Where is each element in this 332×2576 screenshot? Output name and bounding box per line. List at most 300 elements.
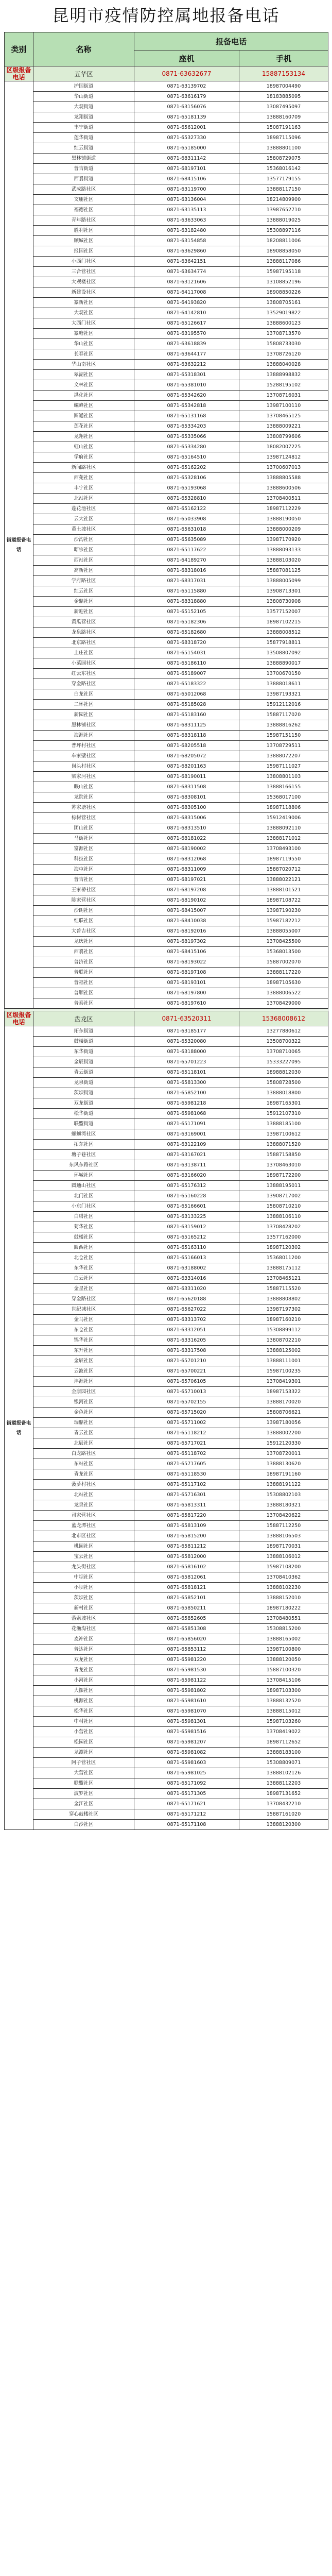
community-landline: 0871-65717021 (134, 1438, 239, 1449)
community-mobile: 13708716031 (239, 391, 328, 401)
street-mobile: 18183885095 (239, 92, 328, 102)
community-landline: 0871-65981603 (134, 1758, 239, 1768)
community-name: 茨坝社区 (33, 1593, 134, 1603)
table-row (5, 81, 328, 92)
street-landline: 0871-63139702 (134, 81, 239, 92)
community-name: 新建设社区 (33, 287, 134, 298)
table-row (5, 370, 328, 380)
community-mobile: 13888112203 (239, 1778, 328, 1789)
table-row (5, 906, 328, 916)
community-landline: 0871-63312051 (134, 1325, 239, 1335)
table-row (5, 1346, 328, 1356)
community-mobile: 13108852196 (239, 277, 328, 287)
community-landline: 0871-65856020 (134, 1634, 239, 1645)
table-row (5, 1098, 328, 1109)
street-name: 松华街道 (33, 1109, 134, 1119)
table-row (5, 329, 328, 339)
table-row (5, 1140, 328, 1150)
community-mobile: 13888600506 (239, 483, 328, 494)
community-landline: 0871-65815200 (134, 1531, 239, 1541)
community-landline: 0871-68197208 (134, 885, 239, 895)
community-landline: 0871-68197302 (134, 937, 239, 947)
table-row (5, 1191, 328, 1201)
table-row (5, 1150, 328, 1160)
table-row (5, 391, 328, 401)
community-landline: 0871-68190011 (134, 772, 239, 782)
community-landline: 0871-65702155 (134, 1397, 239, 1408)
community-name: 阿子营社区 (33, 1758, 134, 1768)
community-landline: 0871-63633063 (134, 215, 239, 226)
community-name: 金江社区 (33, 1799, 134, 1809)
community-landline: 0871-65813109 (134, 1521, 239, 1531)
street-name: 东华街道 (33, 1047, 134, 1057)
community-name: 虹山社区 (33, 442, 134, 452)
community-mobile: 13888183100 (239, 1748, 328, 1758)
community-landline: 0871-63135113 (134, 205, 239, 215)
community-mobile: 13708428202 (239, 1222, 328, 1232)
community-mobile: 13987170920 (239, 535, 328, 545)
community-mobile: 13708429000 (239, 998, 328, 1009)
table-row (5, 576, 328, 586)
community-name: 青年路社区 (33, 215, 134, 226)
district-mobile: 15887153134 (239, 66, 328, 81)
community-name: 瑞鼎社区 (33, 1418, 134, 1428)
community-name: 文庙社区 (33, 195, 134, 205)
community-mobile: 13708465121 (239, 1274, 328, 1284)
community-landline: 0871-65160228 (134, 1191, 239, 1201)
table-row (5, 803, 328, 813)
community-landline: 0871-63167021 (134, 1150, 239, 1160)
table-row (5, 586, 328, 597)
community-name: 青龙社区 (33, 1665, 134, 1675)
community-name: 云大社区 (33, 514, 134, 524)
table-row (5, 1438, 328, 1449)
community-name: 穿金路社区 (33, 1294, 134, 1304)
community-landline: 0871-65318301 (134, 370, 239, 380)
community-mobile: 13888071520 (239, 1140, 328, 1150)
community-landline: 0871-68190102 (134, 895, 239, 906)
community-mobile: 15808710210 (239, 1201, 328, 1212)
community-mobile: 13888180321 (239, 1500, 328, 1511)
community-name: 宝云社区 (33, 1552, 134, 1562)
community-mobile: 13888002200 (239, 1428, 328, 1438)
district-name: 盘龙区 (33, 1011, 134, 1026)
table-row (5, 1119, 328, 1129)
community-mobile: 13908713301 (239, 586, 328, 597)
table-row (5, 1655, 328, 1665)
table-row (5, 421, 328, 432)
community-mobile: 18987112652 (239, 1737, 328, 1748)
street-mobile: 18987165301 (239, 1098, 328, 1109)
table-row (5, 1748, 328, 1758)
table-row (5, 679, 328, 689)
street-name: 金辰街道 (33, 1057, 134, 1067)
table-row (5, 1552, 328, 1562)
community-mobile: 18987120302 (239, 1243, 328, 1253)
community-name: 桃园社区 (33, 1541, 134, 1552)
district-name: 五华区 (33, 66, 134, 81)
community-landline: 0871-65817220 (134, 1511, 239, 1521)
community-landline: 0871-68415007 (134, 906, 239, 916)
community-name: 大普吉社区 (33, 926, 134, 937)
community-mobile: 13708463010 (239, 1160, 328, 1171)
community-landline: 0871-65981220 (134, 1655, 239, 1665)
table-row (5, 514, 328, 524)
table-row (5, 1614, 328, 1624)
community-name: 北仓社区 (33, 1253, 134, 1263)
community-landline: 0871-65126617 (134, 318, 239, 329)
table-row (5, 1799, 328, 1809)
district-mobile: 15368008612 (239, 1011, 328, 1026)
community-name: 金康园社区 (33, 1387, 134, 1397)
community-landline: 0871-68311125 (134, 720, 239, 731)
community-name: 红云社区 (33, 586, 134, 597)
community-landline: 0871-65710013 (134, 1387, 239, 1397)
table-row (5, 782, 328, 792)
community-name: 新闻路社区 (33, 463, 134, 473)
community-mobile: 13888166155 (239, 782, 328, 792)
table-row (5, 360, 328, 370)
community-mobile: 13577162000 (239, 1232, 328, 1243)
community-mobile: 15368017100 (239, 792, 328, 803)
header-category: 类别 (5, 32, 33, 66)
community-name: 小河社区 (33, 1675, 134, 1686)
table-row (5, 1758, 328, 1768)
table-row (5, 1624, 328, 1634)
community-name: 联盟社区 (33, 1778, 134, 1789)
community-name: 小坝社区 (33, 1583, 134, 1593)
community-mobile: 13708420622 (239, 1511, 328, 1521)
community-name: 小东门社区 (33, 1201, 134, 1212)
community-mobile: 15808706621 (239, 1408, 328, 1418)
community-mobile: 13708415106 (239, 1675, 328, 1686)
community-mobile: 15308809071 (239, 1758, 328, 1768)
street-mobile: 13277880612 (239, 1026, 328, 1037)
community-name: 莲花社区 (33, 421, 134, 432)
table-row (5, 1521, 328, 1531)
community-mobile: 18987118806 (239, 803, 328, 813)
community-name: 新村社区 (33, 1603, 134, 1614)
community-name: 红联社区 (33, 916, 134, 926)
community-landline: 0871-65182306 (134, 617, 239, 628)
community-name: 双龙社区 (33, 1655, 134, 1665)
community-name: 丰宁社区 (33, 483, 134, 494)
community-landline: 0871-65117102 (134, 1480, 239, 1490)
community-mobile: 18987102215 (239, 617, 328, 628)
community-mobile: 13888998832 (239, 370, 328, 380)
street-landline: 0871-68197101 (134, 164, 239, 174)
community-name: 顺城社区 (33, 236, 134, 246)
street-mobile: 15087191163 (239, 123, 328, 133)
community-mobile: 18987160210 (239, 1315, 328, 1325)
table-row (5, 1274, 328, 1284)
community-landline: 0871-65012068 (134, 689, 239, 700)
community-landline: 0871-68205518 (134, 741, 239, 751)
table-row (5, 669, 328, 679)
community-mobile: 18987108722 (239, 895, 328, 906)
street-name: 普吉街道 (33, 164, 134, 174)
community-name: 环城社区 (33, 1171, 134, 1181)
community-landline: 0871-65165212 (134, 1232, 239, 1243)
community-mobile: 13888040028 (239, 360, 328, 370)
community-landline: 0871-68318880 (134, 597, 239, 607)
community-name: 麦冲社区 (33, 1634, 134, 1645)
community-landline: 0871-63634774 (134, 267, 239, 277)
table-row (5, 1634, 328, 1645)
community-name: 昭宗社区 (33, 545, 134, 555)
community-mobile: 13987197302 (239, 1304, 328, 1315)
community-mobile: 13808702210 (239, 1335, 328, 1346)
table-row (5, 947, 328, 957)
table-row (5, 885, 328, 895)
community-name: 上庄社区 (33, 648, 134, 658)
community-mobile: 13888808802 (239, 1294, 328, 1304)
table-row (5, 257, 328, 267)
street-name: 丰宁街道 (33, 123, 134, 133)
street-mobile: 13888160709 (239, 112, 328, 123)
community-landline: 0871-65328810 (134, 494, 239, 504)
community-landline: 0871-65981122 (134, 1675, 239, 1686)
table-row (5, 555, 328, 566)
community-mobile: 15308815200 (239, 1624, 328, 1634)
street-name: 龙翔街道 (33, 112, 134, 123)
community-landline: 0871-68197610 (134, 998, 239, 1009)
community-mobile: 13987193321 (239, 689, 328, 700)
table-row (5, 1428, 328, 1438)
community-landline: 0871-63119700 (134, 184, 239, 195)
street-landline: 0871-65612001 (134, 123, 239, 133)
community-name: 落索坡社区 (33, 1614, 134, 1624)
table-row (5, 761, 328, 772)
community-landline: 0871-64117008 (134, 287, 239, 298)
community-landline: 0871-63122109 (134, 1140, 239, 1150)
community-name: 普达社区 (33, 1645, 134, 1655)
street-mobile: 15333227095 (239, 1057, 328, 1067)
table-row (5, 1026, 328, 1037)
table-row (5, 1449, 328, 1459)
community-name: 穿心鼓楼社区 (33, 1809, 134, 1820)
table-row (5, 1511, 328, 1521)
community-name: 普吉社区 (33, 875, 134, 885)
community-name: 穿金路社区 (33, 679, 134, 689)
community-name: 金鼎社区 (33, 597, 134, 607)
community-name: 西翥社区 (33, 947, 134, 957)
community-name: 长春社区 (33, 349, 134, 360)
community-mobile: 15887115520 (239, 1284, 328, 1294)
community-name: 学府社区 (33, 452, 134, 463)
community-mobile: 13888055007 (239, 926, 328, 937)
street-landline: 0871-68415106 (134, 174, 239, 184)
table-row (5, 1675, 328, 1686)
table-row (5, 751, 328, 761)
community-landline: 0871-65163110 (134, 1243, 239, 1253)
street-name: 茨坝街道 (33, 1088, 134, 1098)
community-name: 西站社区 (33, 555, 134, 566)
header-landline: 座机 (134, 50, 239, 66)
table-row (5, 895, 328, 906)
table-row (5, 1078, 328, 1088)
table-row (5, 277, 328, 287)
community-landline: 0871-68317031 (134, 576, 239, 586)
street-name: 护国街道 (33, 81, 134, 92)
district-row (5, 66, 328, 81)
community-mobile: 13888008512 (239, 628, 328, 638)
community-mobile: 13888019025 (239, 215, 328, 226)
community-landline: 0871-65981516 (134, 1727, 239, 1737)
street-mobile: 13888185100 (239, 1119, 328, 1129)
table-row (5, 1315, 328, 1325)
community-mobile: 18987131652 (239, 1789, 328, 1799)
community-name: 普泰社区 (33, 998, 134, 1009)
community-landline: 0871-65981530 (134, 1665, 239, 1675)
community-mobile: 15887158850 (239, 1150, 328, 1160)
community-landline: 0871-63629860 (134, 246, 239, 257)
community-mobile: 13888805588 (239, 473, 328, 483)
community-mobile: 13888092110 (239, 823, 328, 834)
table-row (5, 483, 328, 494)
community-mobile: 18987105630 (239, 978, 328, 988)
community-mobile: 13888171012 (239, 834, 328, 844)
table-row (5, 164, 328, 174)
community-name: 波罗社区 (33, 1789, 134, 1799)
community-name: 圆西社区 (33, 1243, 134, 1253)
community-landline: 0871-68181022 (134, 834, 239, 844)
community-landline: 0871-65620188 (134, 1294, 239, 1304)
community-landline: 0871-65631018 (134, 524, 239, 535)
community-landline: 0871-68193022 (134, 957, 239, 968)
table-row (5, 1789, 328, 1799)
street-category: 街道报备电话 (5, 81, 33, 1009)
community-landline: 0871-68305100 (134, 803, 239, 813)
community-mobile: 13808705161 (239, 298, 328, 308)
table-row (5, 1232, 328, 1243)
street-name: 青云街道 (33, 1067, 134, 1078)
community-landline: 0871-65183160 (134, 710, 239, 720)
community-mobile: 13708419022 (239, 1727, 328, 1737)
community-landline: 0871-65334280 (134, 442, 239, 452)
community-name: 桃源社区 (33, 1696, 134, 1706)
community-name: 鼓楼社区 (33, 1232, 134, 1243)
community-name: 白塔社区 (33, 1212, 134, 1222)
table-row (5, 1408, 328, 1418)
community-mobile: 15912112016 (239, 700, 328, 710)
community-name: 篆塘社区 (33, 329, 134, 339)
table-row (5, 638, 328, 648)
community-landline: 0871-68410038 (134, 916, 239, 926)
table-row (5, 308, 328, 318)
table-row (5, 1253, 328, 1263)
street-mobile: 13577179155 (239, 174, 328, 184)
community-mobile: 13708425500 (239, 937, 328, 947)
table-row (5, 597, 328, 607)
community-mobile: 13888117150 (239, 184, 328, 195)
table-row (5, 1067, 328, 1078)
community-name: 车家壁社区 (33, 751, 134, 761)
community-name: 马街社区 (33, 834, 134, 844)
community-name: 高新社区 (33, 566, 134, 576)
community-landline: 0871-65176312 (134, 1181, 239, 1191)
table-row (5, 1686, 328, 1696)
community-name: 菠萝村社区 (33, 1480, 134, 1490)
table-row (5, 401, 328, 411)
community-name: 龙泉路社区 (33, 628, 134, 638)
community-mobile: 13888102230 (239, 1583, 328, 1593)
table-row (5, 1304, 328, 1315)
community-landline: 0871-63644177 (134, 349, 239, 360)
community-name: 中村社区 (33, 1717, 134, 1727)
community-mobile: 18908858050 (239, 246, 328, 257)
community-landline: 0871-65981025 (134, 1768, 239, 1778)
community-name: 富源社区 (33, 844, 134, 854)
table-row (5, 865, 328, 875)
community-name: 报国社区 (33, 246, 134, 257)
community-landline: 0871-63642151 (134, 257, 239, 267)
community-landline: 0871-65193068 (134, 483, 239, 494)
community-landline: 0871-63154858 (134, 236, 239, 246)
community-mobile: 13700670150 (239, 669, 328, 679)
community-mobile: 18987103300 (239, 1686, 328, 1696)
street-name: 联盟街道 (33, 1119, 134, 1129)
table-row (5, 1201, 328, 1212)
table-row (5, 658, 328, 669)
table-row (5, 1541, 328, 1552)
community-mobile: 18208811006 (239, 236, 328, 246)
community-name: 东华社区 (33, 1263, 134, 1274)
table-row (5, 1459, 328, 1469)
community-name: 洪化社区 (33, 391, 134, 401)
table-row (5, 432, 328, 442)
table-row (5, 1263, 328, 1274)
community-mobile: 13808799606 (239, 432, 328, 442)
community-name: 北站社区 (33, 494, 134, 504)
community-name: 白龙路社区 (33, 1449, 134, 1459)
community-landline: 0871-63188002 (134, 1263, 239, 1274)
table-row (5, 1706, 328, 1717)
table-row (5, 1603, 328, 1614)
table-row (5, 710, 328, 720)
street-name: 华山街道 (33, 92, 134, 102)
community-landline: 0871-65171092 (134, 1778, 239, 1789)
community-mobile: 13888816262 (239, 720, 328, 731)
community-landline: 0871-65818121 (134, 1583, 239, 1593)
community-name: 新园社区 (33, 710, 134, 720)
community-mobile: 13808730908 (239, 597, 328, 607)
community-mobile: 13888101521 (239, 885, 328, 895)
community-name: 东风东路社区 (33, 1160, 134, 1171)
table-row (5, 648, 328, 658)
table-row (5, 1037, 328, 1047)
community-name: 黑林铺社区 (33, 720, 134, 731)
community-mobile: 18214809900 (239, 195, 328, 205)
phone-table-wrap (4, 32, 328, 1830)
community-name: 圆通山社区 (33, 1181, 134, 1191)
table-row (5, 1366, 328, 1377)
community-name: 菊华社区 (33, 1222, 134, 1232)
community-mobile: 13888117220 (239, 968, 328, 978)
community-name: 白沙社区 (33, 1820, 134, 1830)
community-landline: 0871-63138711 (134, 1160, 239, 1171)
community-mobile: 13708400511 (239, 494, 328, 504)
community-name: 金色社区 (33, 1408, 134, 1418)
table-row (5, 916, 328, 926)
community-mobile: 15887002070 (239, 957, 328, 968)
table-row (5, 617, 328, 628)
community-landline: 0871-68318016 (134, 566, 239, 576)
street-mobile: 15912107310 (239, 1109, 328, 1119)
community-landline: 0871-65335066 (134, 432, 239, 442)
community-mobile: 13888125002 (239, 1346, 328, 1356)
table-row (5, 298, 328, 308)
